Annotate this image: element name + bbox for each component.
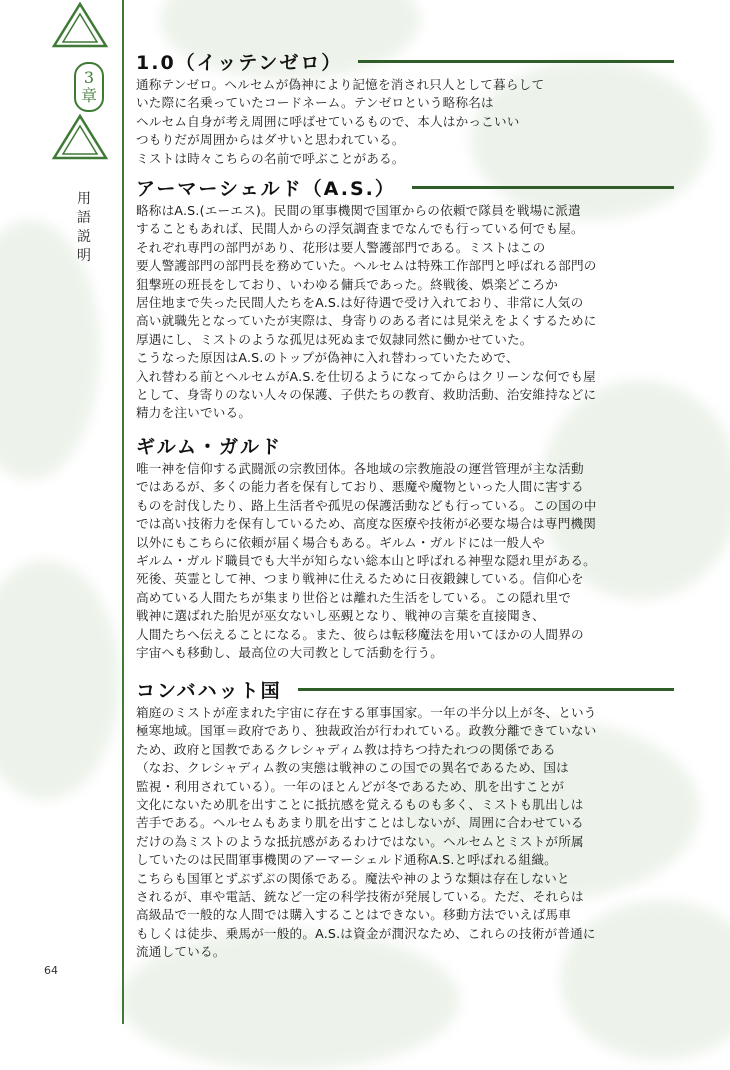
page-number: 64 [44, 964, 58, 977]
body-line: 戦神に選ばれた胎児が巫女ないし巫覡となり、戦神の言葉を直接聞き、 [136, 608, 545, 624]
body-line: つもりだが周囲からはダサいと思われている。 [136, 132, 405, 148]
heading-rule [412, 186, 674, 189]
sidebar-label-char: 説 [77, 229, 91, 245]
chapter-badge [74, 62, 104, 112]
body-line: 居住地まで失った民間人たちをA.S.は好待遇で受け入れており、非常に人気の [136, 295, 584, 311]
chapter-suffix: 章 [80, 86, 97, 105]
body-line: 人間たちへ伝えることになる。また、彼らは転移魔法を用いてほかの人間界の [136, 626, 584, 642]
heading-rule [358, 60, 674, 63]
term-section-konbahat [136, 674, 684, 962]
body-line: 監視・利用されている）。一年のほとんどが冬であるため、肌を出すことが [136, 778, 565, 794]
section-body [136, 202, 684, 423]
body-line: 流通している。 [136, 944, 226, 960]
body-line: 略称はA.S.(エーエス)。民間の軍事機関で国軍からの依頼で隊員を戦場に派遣 [136, 203, 581, 218]
body-line: ミストは時々こちらの名前で呼ぶことがある。 [136, 150, 405, 166]
section-body [136, 460, 684, 662]
term-section-itten-zero [136, 46, 684, 168]
body-line: いた際に名乗っていたコードネーム。テンゼロという略称名は [136, 95, 494, 111]
body-line: では高い技術力を保有しているため、高度な医療や技術が必要な場合は専門機関 [136, 516, 597, 532]
margin-line [122, 0, 124, 1024]
body-line: もしくは徒歩、乗馬が一般的。A.S.は資金が潤沢なため、これらの技術が普通に [136, 925, 596, 941]
heading-rule [298, 688, 674, 691]
body-line: 宇宙へも移動し、最高位の大司教として活動を行う。 [136, 645, 444, 661]
section-body [136, 704, 684, 962]
section-heading [136, 172, 684, 202]
body-line: ものを討伐したり、路上生活者や孤児の保護活動なども行っている。この国の中 [136, 497, 597, 513]
body-line: していたのは民間軍事機関のアーマーシェルド通称A.S.と呼ばれる組織。 [136, 852, 557, 868]
body-line: だけの為ミストのような抵抗感があるわけではない。ヘルセムとミストが所属 [136, 833, 584, 849]
body-line: 厚遇にし、ミストのような孤児は死ぬまで奴隷同然に働かせていた。 [136, 331, 533, 347]
term-section-gilm-gald [136, 430, 684, 662]
body-line: として、身寄りのない人々の保護、子供たちの教育、救助活動、治安維持などに [136, 387, 597, 403]
body-line: 精力を注いでいる。 [136, 405, 252, 421]
sidebar-label-char: 語 [77, 210, 91, 226]
body-line: することもあれば、民間人からの浮気調査までなんでも行っている何でも屋。 [136, 221, 584, 237]
body-line: 苦手である。ヘルセムもあまり肌を出すことはしないが、周囲に合わせている [136, 815, 584, 831]
body-line: 死後、英霊として神、つまり戦神に仕えるために日夜鍛錬している。信仰心を [136, 571, 584, 587]
section-body [136, 76, 684, 168]
section-title: アーマーシェルド（A.S.） [136, 177, 396, 200]
body-line: 入れ替わる前とヘルセムがA.S.を仕切るようになってからはクリーンな何でも屋 [136, 368, 596, 384]
body-line: されるが、車や電話、銃など一定の科学技術が発展している。ただ、それらは [136, 889, 584, 905]
body-line: 高級品で一般的な人間では購入することはできない。移動方法でいえば馬車 [136, 907, 571, 923]
body-line: 狙撃班の班長をしており、いわゆる傭兵であった。終戦後、娯楽どころか [136, 276, 559, 292]
section-heading [136, 674, 684, 704]
sidebar-vertical-label [74, 190, 94, 266]
body-line: それぞれ専門の部門があり、花形は要人警護部門である。ミストはこの [136, 239, 546, 255]
body-line: 要人警護部門の部門長を務めていた。ヘルセムは特殊工作部門と呼ばれる部門の [136, 258, 597, 274]
triangle-up-icon [50, 0, 110, 52]
body-line: ヘルセム自身が考え周囲に呼ばせているもので、本人はかっこいい [136, 113, 520, 129]
body-line: 文化にないため肌を出すことに抵抗感を覚えるものも多く、ミストも肌出しは [136, 797, 584, 813]
bg-blob [0, 560, 120, 800]
body-line: 箱庭のミストが産まれた宇宙に存在する軍事国家。一年の半分以上が冬、という [136, 705, 597, 720]
body-line: ではあるが、多くの能力者を保有しており、悪魔や魔物といった人間に害する [136, 479, 584, 495]
section-heading [136, 430, 684, 460]
term-section-armor-sheld [136, 172, 684, 423]
chapter-number: 3 [83, 68, 95, 87]
body-line: 極寒地域。国軍＝政府であり、独裁政治が行われている。政教分離できていない [136, 723, 597, 739]
body-line: 唯一神を信仰する武闘派の宗教団体。各地域の宗教施設の運営管理が主な活動 [136, 461, 584, 476]
body-line: こちらも国軍とずぶずぶの関係である。魔法や神のような類は存在しないと [136, 870, 570, 886]
body-line: （なお、クレシャディム教の実態は戦神のこの国での異名であるため、国は [136, 760, 569, 776]
body-line: 通称テンゼロ。ヘルセムが偽神により記憶を消され只人として暮らして [136, 77, 545, 92]
section-heading [136, 46, 684, 76]
body-line: 高い就職先となっていたが実際は、身寄りのある者には見栄えをよくするために [136, 313, 597, 329]
body-line: 高めている人間たちが集まり世俗とは離れた生活をしている。この隠れ里で [136, 589, 571, 605]
sidebar-label-char: 用 [77, 191, 91, 207]
body-line: 以外にもこちらに依頼が届く場合もある。ギルム・ガルドには一般人や [136, 534, 545, 550]
body-line: こうなった原因はA.S.のトップが偽神に入れ替わっていたためで、 [136, 350, 519, 366]
sidebar-label-char: 明 [77, 248, 91, 264]
body-line: ギルム・ガルド職員でも大半が知らない総本山と呼ばれる神聖な隠れ里がある。 [136, 553, 596, 569]
section-title: コンバハット国 [136, 679, 282, 702]
triangle-up-icon [50, 112, 110, 164]
section-title: ギルム・ガルド [136, 435, 283, 458]
body-line: ため、政府と国教であるクレシャディム教は持ちつ持たれつの関係である [136, 741, 556, 757]
section-title: 1.0（イッテンゼロ） [136, 51, 343, 74]
